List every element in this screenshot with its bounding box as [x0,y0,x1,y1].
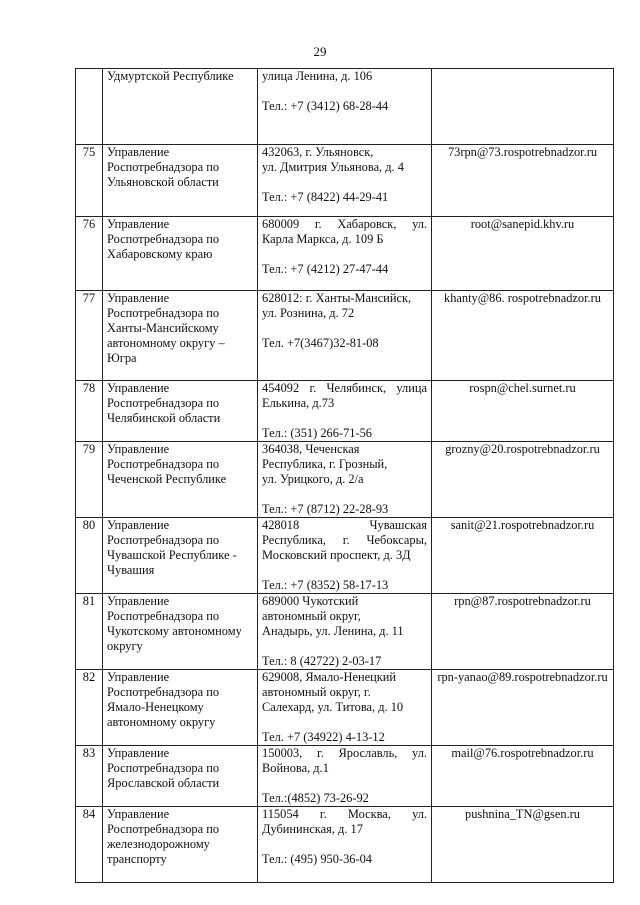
address-line: автономный округ, г. [262,685,371,699]
phone-number: Тел. +7(3467)32-81-08 [262,336,379,350]
organization-name-line: Роспотребнадзора по [107,160,220,174]
table-row [76,807,614,883]
address-cell [258,442,432,518]
address-line: 428018 Чувашская [262,518,427,532]
address-line: 364038, Чеченская [262,442,360,456]
organization-name-line: транспорту [107,852,167,866]
organization-name-line: Югра [107,351,137,365]
organization-name-line: Чеченской Республике [107,472,227,486]
row-number: 79 [76,442,103,518]
phone-number: Тел.: +7 (4212) 27-47-44 [262,262,389,276]
phone-number: Тел.: (351) 266-71-56 [262,426,372,440]
organization-name-line: Чукотскому автономному [107,624,242,638]
organization-name-line: Управление [107,442,170,456]
organization-name-line: Управление [107,518,170,532]
address-line: Войнова, д.1 [262,761,329,775]
row-number: 84 [76,807,103,883]
organization-name-line: Роспотребнадзора по [107,306,220,320]
row-number: 80 [76,518,103,594]
email-address [432,69,614,145]
page-number: 29 [313,44,327,59]
phone-number: Тел.:(4852) 73-26-92 [262,791,369,805]
table-row [76,442,614,518]
organization-cell [103,746,258,807]
organization-name-line: Роспотребнадзора по [107,685,220,699]
organization-name-line: Чувашской Республике - [107,548,237,562]
phone-number: Тел.: (495) 950-36-04 [262,852,372,866]
organization-cell [103,442,258,518]
table-body [76,69,614,883]
organization-name-line: Роспотребнадзора по [107,822,220,836]
address-line: ул. Дмитрия Ульянова, д. 4 [262,160,404,174]
address-line: Дубининская, д. 17 [262,822,363,836]
address-line: Московский проспект, д. 3Д [262,548,411,562]
address-line: ул. Рознина, д. 72 [262,306,355,320]
organization-name-line: Управление [107,291,170,305]
table-row [76,670,614,746]
organization-cell [103,145,258,217]
phone-number: Тел. +7 (34922) 4-13-12 [262,730,385,744]
address-line: Республика, г. Чебоксары, [262,533,427,547]
phone-number: Тел.: +7 (8422) 44-29-41 [262,190,389,204]
address-line: ул. Урицкого, д. 2/а [262,472,364,486]
email-address: rpn-yanao@89.rospotrebnadzor.ru [432,670,614,746]
organization-cell [103,594,258,670]
address-line: 629008, Ямало-Ненецкий [262,670,396,684]
organization-cell [103,670,258,746]
phone-number: Тел.: +7 (8352) 58-17-13 [262,578,389,592]
organization-name-line: Роспотребнадзора по [107,609,220,623]
address-cell [258,670,432,746]
organization-name-line: Управление [107,594,170,608]
organization-name-line: Управление [107,807,170,821]
address-line: 432063, г. Ульяновск, [262,145,374,159]
rospotrebnadzor-directory-table [75,68,614,883]
address-cell [258,594,432,670]
address-line: 689000 Чукотский [262,594,359,608]
address-line: 454092 г. Челябинск, улица [262,381,427,395]
organization-name-line: округу [107,639,143,653]
table-row [76,746,614,807]
organization-name-line: Ямало-Ненецкому [107,700,204,714]
table-row [76,518,614,594]
email-address: rpn@87.rospotrebnadzor.ru [432,594,614,670]
phone-number: Тел.: 8 (42722) 2-03-17 [262,654,382,668]
address-line: 628012: г. Ханты-Мансийск, [262,291,412,305]
table-row [76,69,614,145]
organization-cell [103,381,258,442]
row-number [76,69,103,145]
address-cell [258,518,432,594]
table-row [76,217,614,291]
email-address: mail@76.rospotrebnadzor.ru [432,746,614,807]
address-line: Карла Маркса, д. 109 Б [262,232,384,246]
row-number: 82 [76,670,103,746]
organization-name-line: Ярославской области [107,776,220,790]
row-number: 78 [76,381,103,442]
organization-name-line: Управление [107,381,170,395]
organization-name-line: Роспотребнадзора по [107,396,220,410]
organization-name-line: Ханты-Мансийскому [107,321,219,335]
row-number: 76 [76,217,103,291]
organization-name-line: Удмуртской Республике [107,69,234,83]
address-cell [258,217,432,291]
email-address: khanty@86. rospotrebnadzor.ru [432,291,614,381]
address-line: Елькина, д.73 [262,396,335,410]
organization-name-line: автономному округу – [107,336,225,350]
email-address: rospn@chel.surnet.ru [432,381,614,442]
address-line: 150003, г. Ярославль, ул. [262,746,427,760]
phone-number: Тел.: +7 (3412) 68-28-44 [262,99,389,113]
address-cell [258,69,432,145]
organization-name-line: Управление [107,217,170,231]
address-line: 115054 г. Москва, ул. [262,807,427,821]
organization-name-line: Чувашия [107,563,155,577]
phone-number: Тел.: +7 (8712) 22-28-93 [262,502,389,516]
address-line: 680009 г. Хабаровск, ул. [262,217,427,231]
organization-cell [103,807,258,883]
organization-cell [103,518,258,594]
address-line: Салехард, ул. Титова, д. 10 [262,700,404,714]
organization-name-line: автономному округу [107,715,216,729]
address-cell [258,145,432,217]
organization-cell [103,291,258,381]
organization-name-line: Управление [107,145,170,159]
address-cell [258,291,432,381]
table-row [76,145,614,217]
row-number: 77 [76,291,103,381]
email-address: pushnina_TN@gsen.ru [432,807,614,883]
organization-name-line: Хабаровскому краю [107,247,213,261]
email-address: sanit@21.rospotrebnadzor.ru [432,518,614,594]
address-cell [258,807,432,883]
organization-name-line: железнодорожному [107,837,210,851]
row-number: 75 [76,145,103,217]
address-line: улица Ленина, д. 106 [262,69,373,83]
address-cell [258,381,432,442]
row-number: 83 [76,746,103,807]
organization-cell [103,217,258,291]
organization-name-line: Роспотребнадзора по [107,761,220,775]
organization-name-line: Роспотребнадзора по [107,533,220,547]
address-line: Анадырь, ул. Ленина, д. 11 [262,624,404,638]
organization-name-line: Челябинской области [107,411,221,425]
email-address: root@sanepid.khv.ru [432,217,614,291]
table-row [76,381,614,442]
address-cell [258,746,432,807]
email-address: 73rpn@73.rospotrebnadzor.ru [432,145,614,217]
row-number: 81 [76,594,103,670]
organization-name-line: Управление [107,746,170,760]
organization-cell [103,69,258,145]
table-row [76,594,614,670]
table-row [76,291,614,381]
organization-name-line: Роспотребнадзора по [107,457,220,471]
organization-name-line: Ульяновской области [107,175,219,189]
organization-name-line: Управление [107,670,170,684]
email-address: grozny@20.rospotrebnadzor.ru [432,442,614,518]
organization-name-line: Роспотребнадзора по [107,232,220,246]
address-line: автономный округ, [262,609,361,623]
address-line: Республика, г. Грозный, [262,457,388,471]
